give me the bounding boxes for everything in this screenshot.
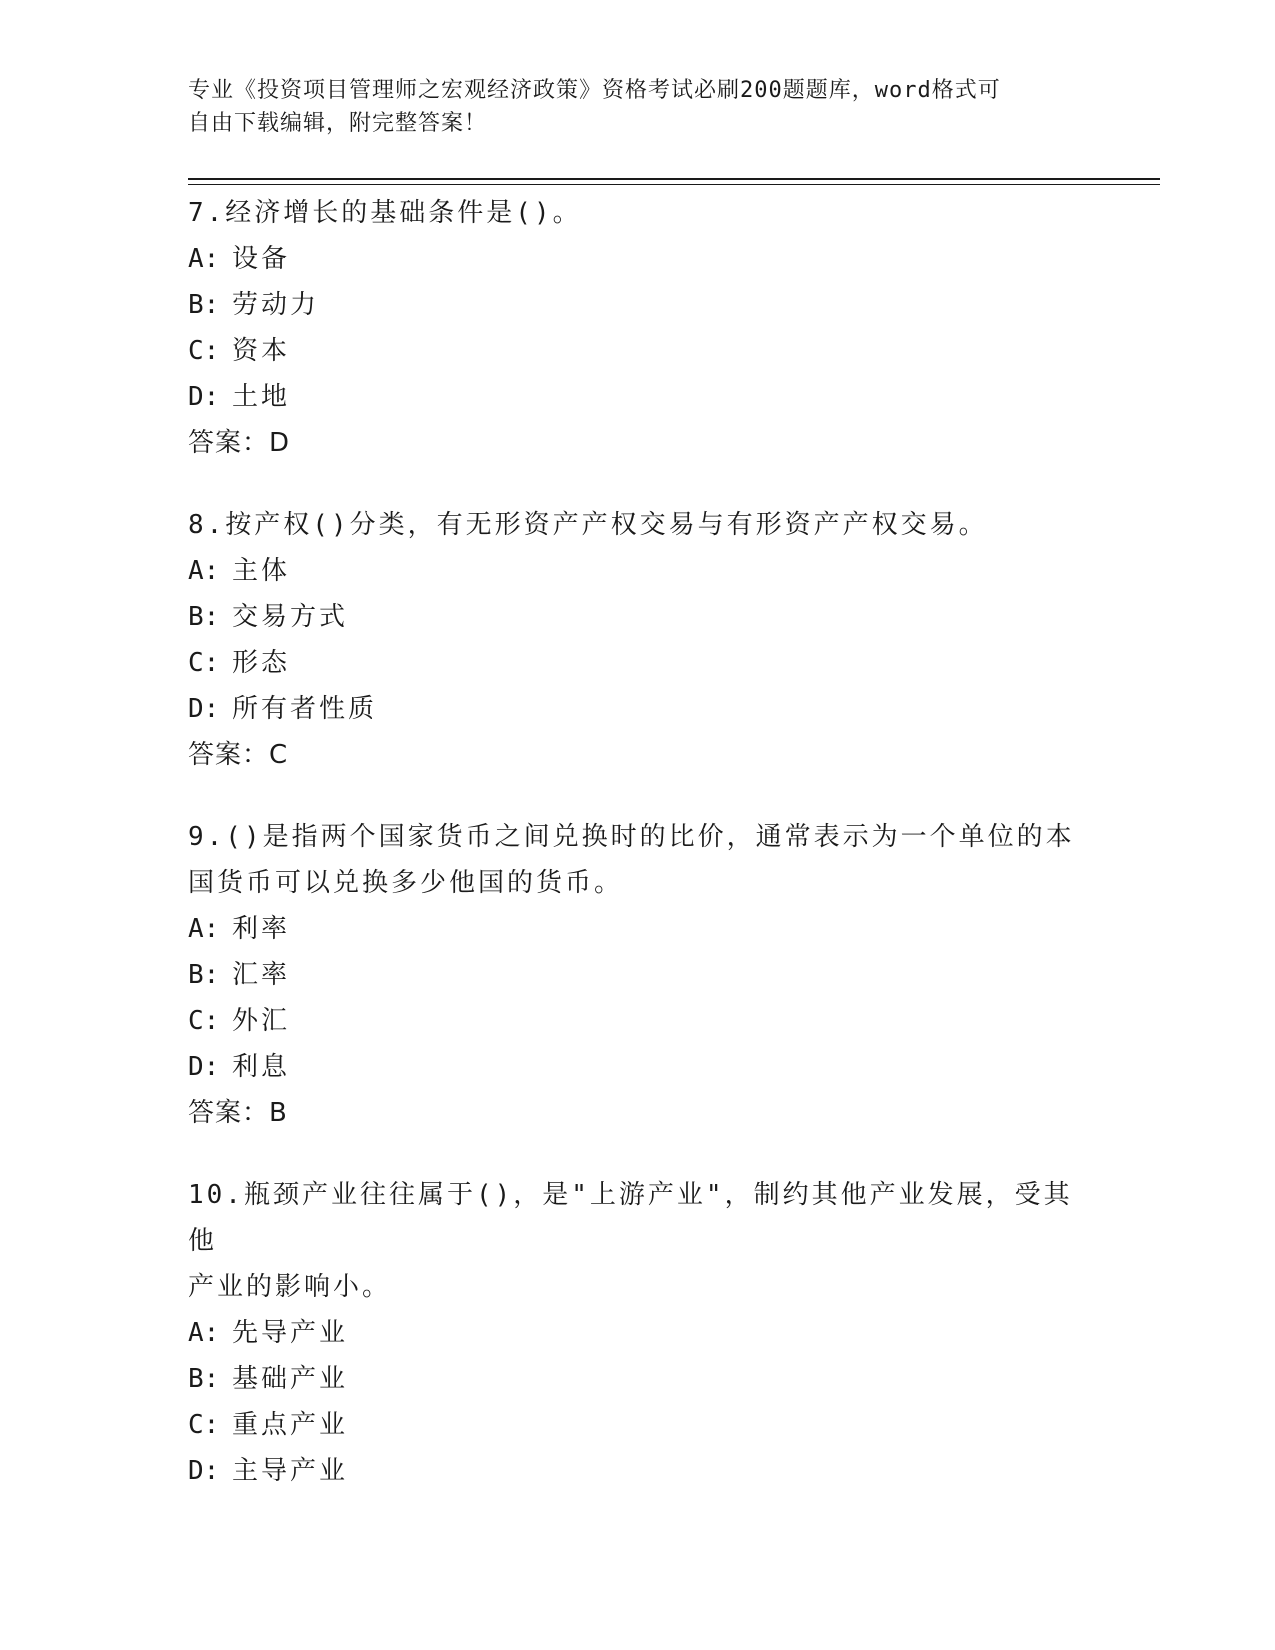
option-letter: C: (188, 1410, 220, 1440)
option-text: 主体 (232, 556, 291, 586)
answer-option (188, 906, 1088, 952)
option-text: 先导产业 (232, 1318, 349, 1348)
option-letter: C: (188, 1006, 220, 1036)
option-letter: B: (188, 960, 220, 990)
header-divider-thin (188, 184, 1160, 185)
option-text: 交易方式 (232, 602, 349, 632)
option-letter: A: (188, 244, 220, 274)
option-text: 所有者性质 (232, 694, 378, 724)
option-letter: A: (188, 556, 220, 586)
option-letter: D: (188, 382, 220, 412)
question-block (188, 190, 1088, 466)
question-stem: 10.瓶颈产业往往属于()，是"上游产业"，制约其他产业发展，受其他 (188, 1180, 1073, 1256)
answer-option (188, 686, 1088, 732)
header-line-2: 自由下载编辑，附完整答案！ (188, 111, 488, 136)
option-text: 劳动力 (232, 290, 320, 320)
answer-option (188, 548, 1088, 594)
answer-option (188, 594, 1088, 640)
option-letter: D: (188, 1456, 220, 1486)
option-text: 形态 (232, 648, 291, 678)
answer-key: 答案：B (188, 1098, 288, 1128)
option-text: 基础产业 (232, 1364, 349, 1394)
question-stem: 8.按产权()分类，有无形资产产权交易与有形资产产权交易。 (188, 510, 988, 540)
option-letter: A: (188, 1318, 220, 1348)
option-text: 土地 (232, 382, 291, 412)
option-letter: B: (188, 1364, 220, 1394)
option-letter: D: (188, 1052, 220, 1082)
answer-option (188, 640, 1088, 686)
header-line-1: 专业《投资项目管理师之宏观经济政策》资格考试必刷200题题库，word格式可 (188, 78, 1001, 103)
option-text: 汇率 (232, 960, 291, 990)
answer-option (188, 236, 1088, 282)
answer-key: 答案：C (188, 740, 289, 770)
answer-option (188, 374, 1088, 420)
answer-option (188, 1402, 1088, 1448)
question-stem: 产业的影响小。 (188, 1272, 392, 1302)
question-stem: 9.()是指两个国家货币之间兑换时的比价，通常表示为一个单位的本 (188, 822, 1075, 852)
header-divider-thick (188, 178, 1160, 180)
answer-option (188, 1356, 1088, 1402)
question-stem: 7.经济增长的基础条件是()。 (188, 198, 582, 228)
option-text: 外汇 (232, 1006, 291, 1036)
answer-option (188, 1044, 1088, 1090)
question-block (188, 502, 1088, 778)
option-letter: C: (188, 648, 220, 678)
answer-option (188, 282, 1088, 328)
option-letter: C: (188, 336, 220, 366)
question-list (188, 190, 1088, 1530)
option-letter: B: (188, 602, 220, 632)
answer-option (188, 952, 1088, 998)
question-block (188, 814, 1088, 1136)
answer-option (188, 328, 1088, 374)
option-text: 利率 (232, 914, 291, 944)
option-text: 利息 (232, 1052, 291, 1082)
answer-option (188, 998, 1088, 1044)
option-text: 设备 (232, 244, 291, 274)
answer-option (188, 1310, 1088, 1356)
document-header (188, 74, 1088, 140)
option-letter: B: (188, 290, 220, 320)
option-text: 资本 (232, 336, 291, 366)
option-text: 重点产业 (232, 1410, 349, 1440)
answer-option (188, 1448, 1088, 1494)
option-letter: A: (188, 914, 220, 944)
option-text: 主导产业 (232, 1456, 349, 1486)
option-letter: D: (188, 694, 220, 724)
question-stem: 国货币可以兑换多少他国的货币。 (188, 868, 624, 898)
answer-key: 答案：D (188, 428, 291, 458)
question-block (188, 1172, 1088, 1494)
